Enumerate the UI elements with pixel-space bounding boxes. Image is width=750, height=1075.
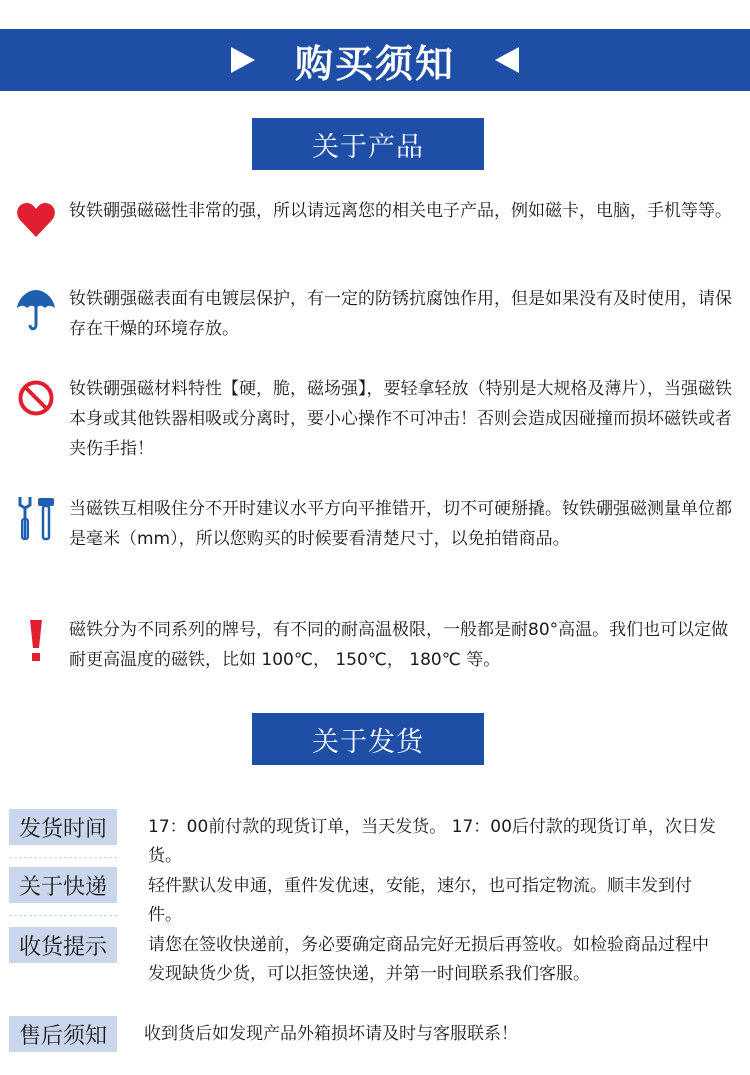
exclamation-icon: [14, 619, 58, 663]
shipping-label: 收货提示: [9, 927, 117, 963]
page-title: 购买须知: [294, 41, 455, 86]
product-note-text: 钕铁硼强磁磁性非常的强，所以请远离您的相关电子产品，例如磁卡，电脑，手机等等。: [69, 201, 732, 221]
section-title-product: 关于产品: [252, 118, 484, 170]
umbrella-icon: [14, 288, 58, 332]
shipping-text: 轻件默认发申通，重件发优速，安能，速尔，也可指定物流。顺丰发到付件。: [148, 876, 692, 925]
shipping-label: 关于快递: [9, 867, 117, 903]
prohibited-icon: [14, 376, 58, 420]
product-note-text: 磁铁分为不同系列的牌号，有不同的耐高温极限，一般都是耐80°高温。我们也可以定做耐更高温度的磁铁，比如 100℃， 150℃， 180℃ 等。: [69, 620, 729, 670]
divider: [9, 857, 117, 858]
shipping-text: 收到货后如发现产品外箱损坏请及时与客服联系！: [144, 1024, 518, 1044]
shipping-text: 17：00前付款的现货订单，当天发货。 17：00后付款的现货订单，次日发货。: [148, 817, 716, 866]
triangle-left-icon: [495, 47, 519, 73]
product-note-text: 当磁铁互相吸住分不开时建议水平方向平推错开，切不可硬掰撬。钕铁硼强磁测量单位都是毫米（mm），所以您购买的时候要看清楚尺寸，以免拍错商品。: [69, 499, 732, 549]
triangle-right-icon: [231, 47, 255, 73]
tools-icon: [14, 496, 58, 540]
shipping-label: 售后须知: [9, 1016, 117, 1052]
shipping-label: 发货时间: [9, 809, 117, 845]
product-note-text: 钕铁硼强磁表面有电镀层保护，有一定的防锈抗腐蚀作用，但是如果没有及时使用，请保存在干燥的环境存放。: [69, 289, 732, 339]
product-note-text: 钕铁硼强磁材料特性【硬，脆，磁场强】，要轻拿轻放（特别是大规格及薄片），当强磁铁本身或其他铁器相吸或分离时，要小心操作不可冲击！否则会造成因碰撞而损坏磁铁或者夹伤手指！: [69, 379, 732, 459]
heart-icon: [14, 198, 58, 242]
divider: [9, 915, 117, 916]
top-banner: [0, 29, 750, 91]
shipping-text: 请您在签收快递前，务必要确定商品完好无损后再签收。如检验商品过程中发现缺货少货，可以拒签快递，并第一时间联系我们客服。: [148, 935, 709, 984]
section-title-shipping: 关于发货: [252, 713, 484, 765]
